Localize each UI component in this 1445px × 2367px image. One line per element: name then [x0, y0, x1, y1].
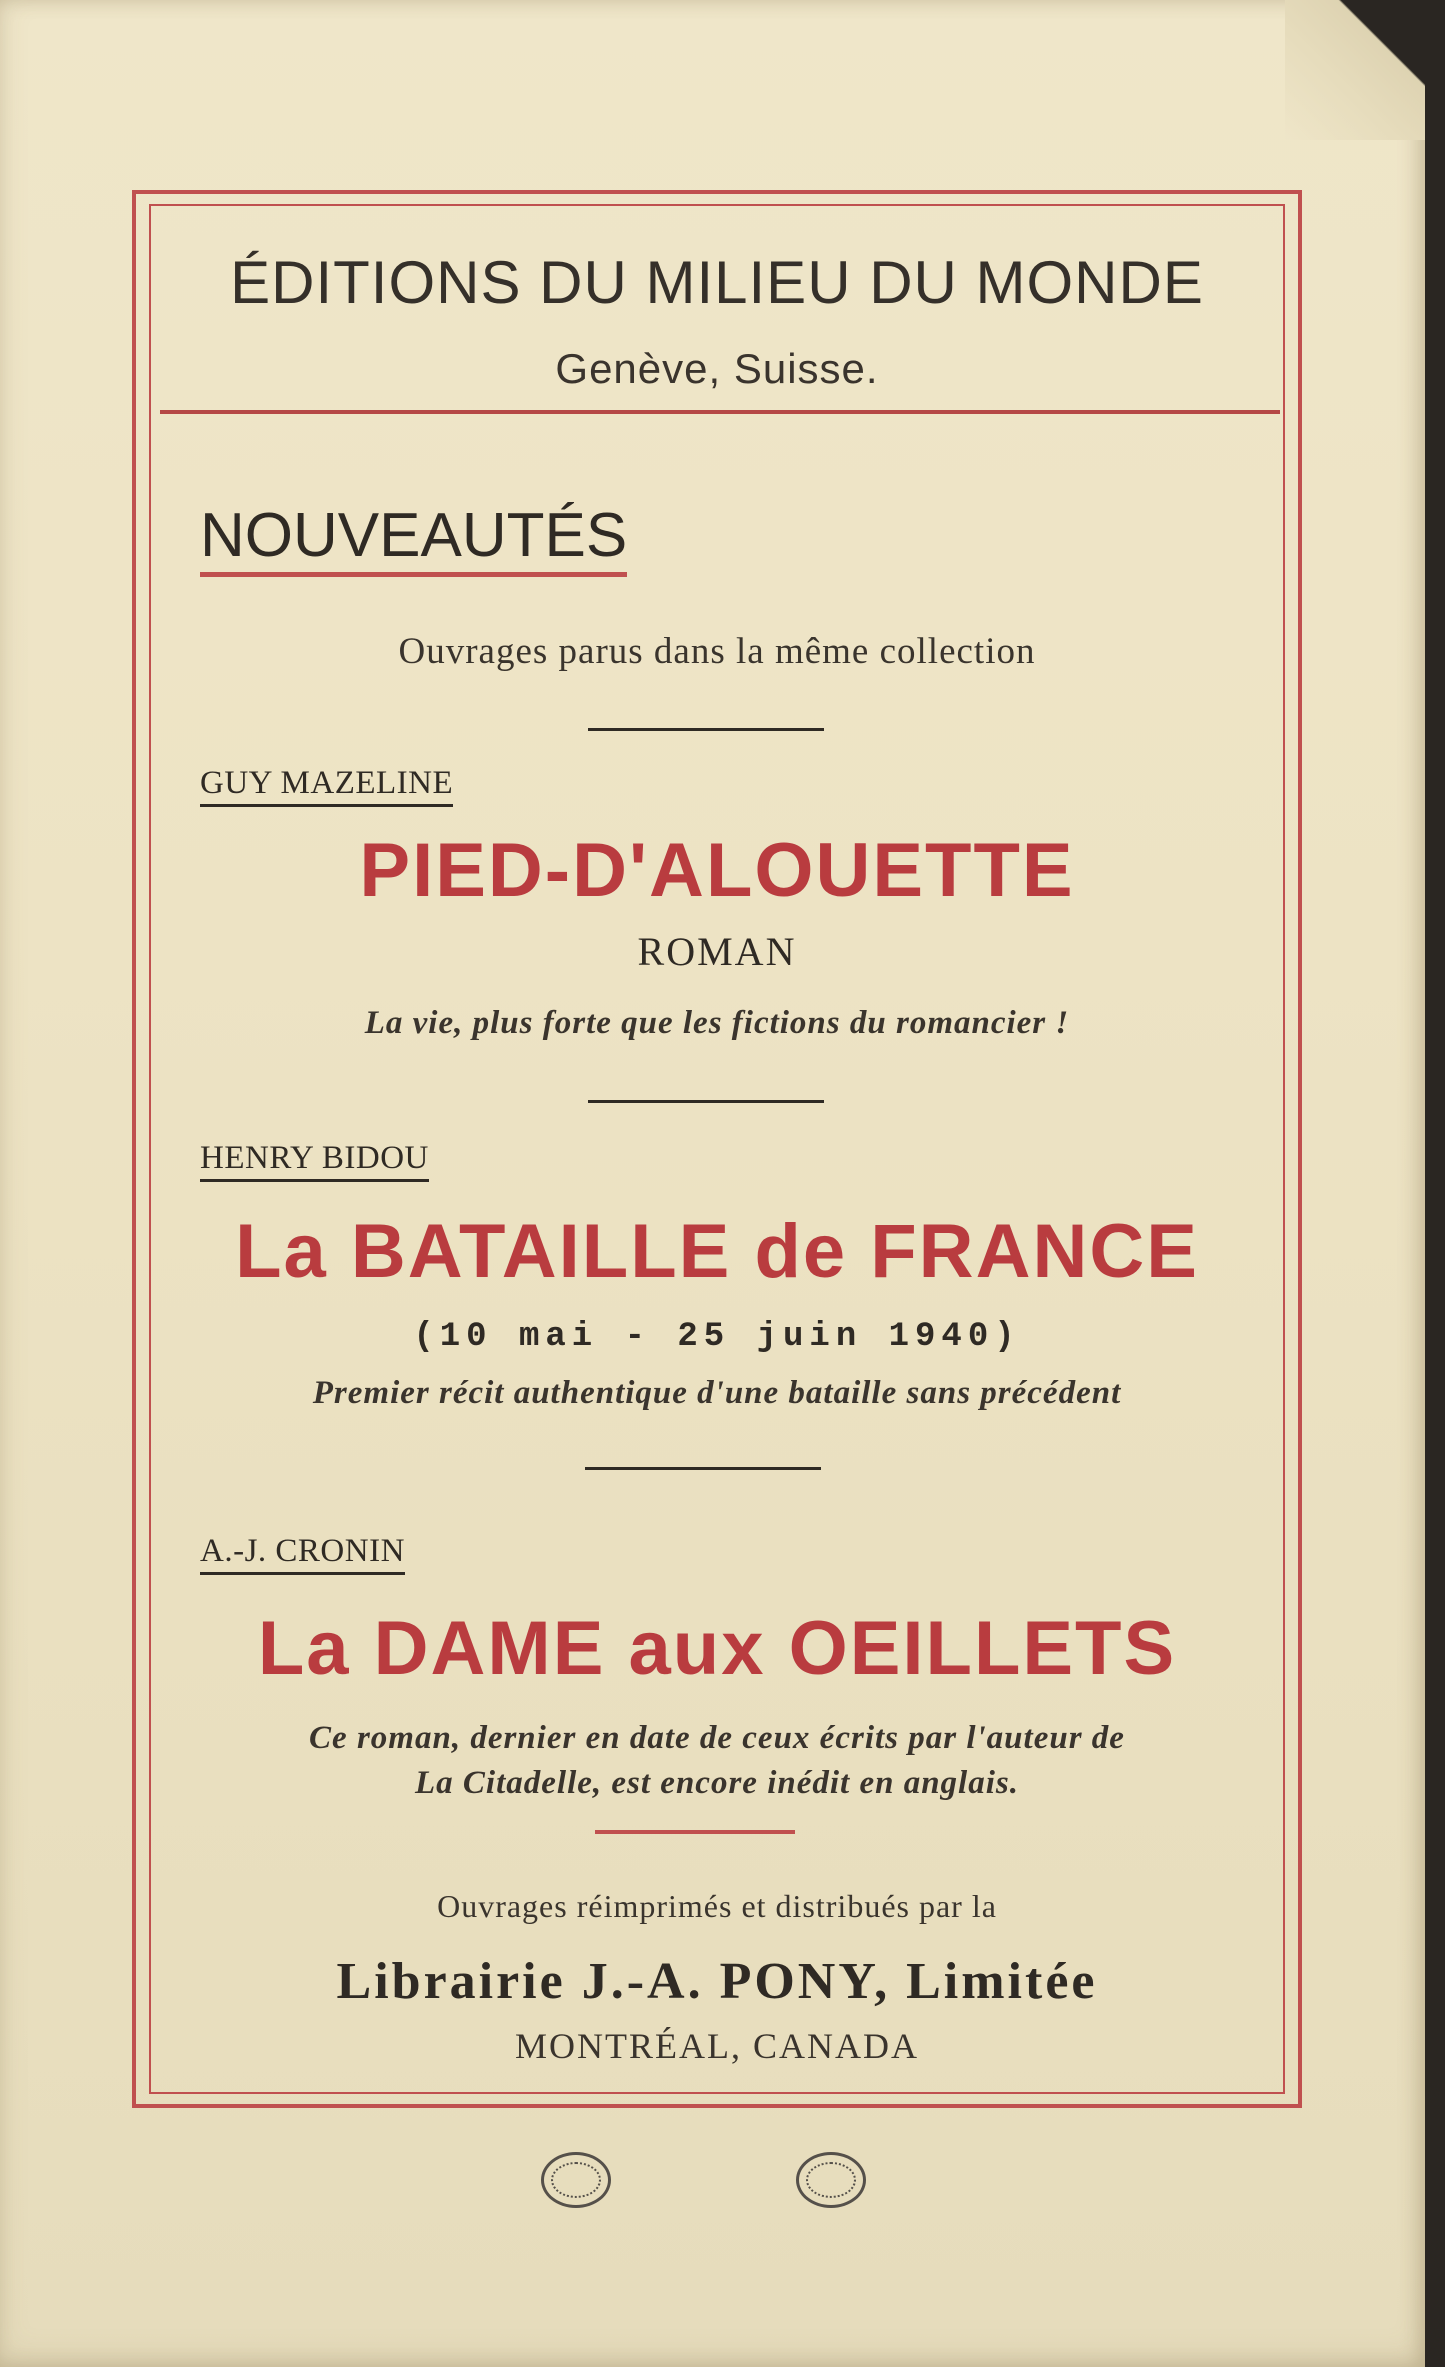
publisher-name: ÉDITIONS DU MILIEU DU MONDE	[230, 249, 1204, 316]
library-city: MONTRÉAL, CANADA	[515, 2026, 919, 2066]
section-heading: NOUVEAUTÉS	[200, 503, 627, 577]
divider-rule	[588, 1100, 824, 1103]
section-subtitle: Ouvrages parus dans la même collection	[398, 631, 1036, 672]
torn-corner	[1285, 0, 1425, 140]
publisher-location: Genève, Suisse.	[555, 345, 879, 392]
book-author: GUY MAZELINE	[200, 765, 453, 807]
book-title: La DAME aux OEILLETS	[257, 1606, 1177, 1691]
header-divider	[160, 410, 1280, 414]
book-dates: (10 mai - 25 juin 1940)	[413, 1318, 1021, 1356]
book-title: La BATAILLE de FRANCE	[235, 1209, 1199, 1294]
divider-rule-red	[595, 1830, 795, 1834]
book-author: A.-J. CRONIN	[200, 1533, 405, 1575]
divider-rule	[588, 728, 824, 731]
book-description: Ce roman, dernier en date de ceux écrits par l'auteur de	[309, 1720, 1125, 1756]
book-description: Premier récit authentique d'une bataille sans précédent	[312, 1375, 1122, 1411]
book-genre: ROMAN	[637, 929, 797, 974]
book-author: HENRY BIDOU	[200, 1140, 429, 1182]
printer-seal-icon	[796, 2152, 866, 2208]
distribution-note: Ouvrages réimprimés et distribués par la	[437, 1888, 997, 1924]
book-description: La vie, plus forte que les fictions du romancier !	[364, 1005, 1070, 1041]
book-description: La Citadelle, est encore inédit en anglais.	[415, 1765, 1019, 1801]
library-name: Librairie J.-A. PONY, Limitée	[336, 1953, 1098, 2010]
printer-seal-icon	[541, 2152, 611, 2208]
divider-rule	[585, 1467, 821, 1470]
book-title: PIED-D'ALOUETTE	[359, 828, 1075, 913]
